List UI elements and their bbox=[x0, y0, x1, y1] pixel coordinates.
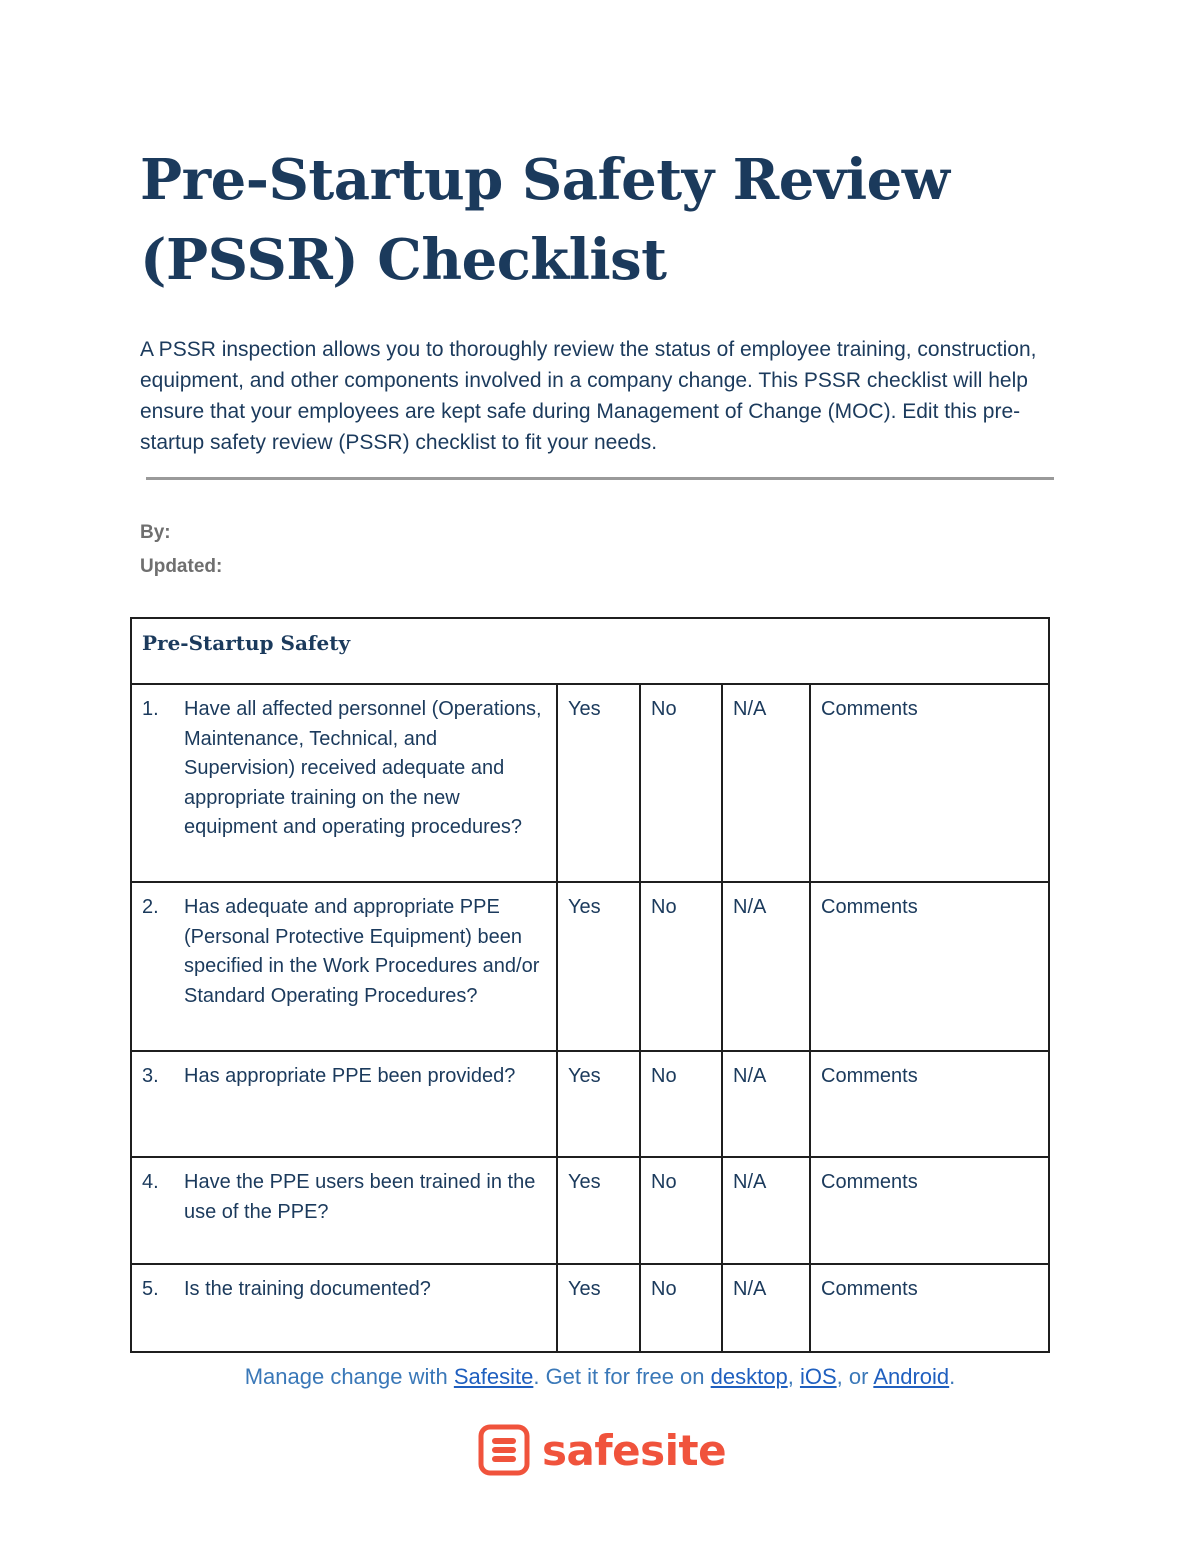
question-text: Have all affected personnel (Operations, Maintenance, Technical, and Supervision) received adequate and appropriate training on the new equipment and operating procedures? bbox=[184, 698, 542, 838]
intro-paragraph: A PSSR inspection allows you to thoroughly review the status of employee training, construction, equipment, and other components involved in a company change. This PSSR checklist will help ensure that your employees are kept safe during Management of Change (MOC). Edit this pre-startup safety review (PSSR) checklist to fit your needs. bbox=[140, 338, 1037, 454]
by-label: By: bbox=[140, 522, 171, 543]
question-text: Is the training documented? bbox=[184, 1278, 431, 1300]
section-header-row bbox=[131, 618, 1049, 684]
updated-label: Updated: bbox=[140, 556, 223, 577]
question-number: 4. bbox=[142, 1171, 159, 1193]
yes-cell[interactable]: Yes bbox=[557, 1051, 640, 1157]
safesite-logo bbox=[478, 1420, 726, 1480]
yes-cell[interactable]: Yes bbox=[557, 1264, 640, 1352]
question-text: Have the PPE users been trained in the use of the PPE? bbox=[184, 1171, 536, 1223]
question-cell bbox=[131, 882, 557, 1051]
comments-cell[interactable]: Comments bbox=[810, 1264, 1049, 1352]
na-cell[interactable]: N/A bbox=[722, 684, 810, 882]
safesite-logo-text: safesite bbox=[542, 1425, 727, 1475]
checklist-table bbox=[130, 617, 1050, 1353]
page-title-line-1: Pre-Startup Safety Review bbox=[140, 147, 950, 213]
question-number: 3. bbox=[142, 1065, 159, 1087]
na-cell[interactable]: N/A bbox=[722, 1264, 810, 1352]
question-cell bbox=[131, 684, 557, 882]
table-row bbox=[131, 1051, 1049, 1157]
no-cell[interactable]: No bbox=[640, 882, 722, 1051]
yes-cell[interactable]: Yes bbox=[557, 1157, 640, 1264]
na-cell[interactable]: N/A bbox=[722, 882, 810, 1051]
table-row bbox=[131, 882, 1049, 1051]
question-number: 2. bbox=[142, 896, 159, 918]
yes-cell[interactable]: Yes bbox=[557, 882, 640, 1051]
footer-text-end: . bbox=[949, 1364, 956, 1389]
no-cell[interactable]: No bbox=[640, 1051, 722, 1157]
question-cell bbox=[131, 1051, 557, 1157]
section-title: Pre-Startup Safety bbox=[131, 618, 1049, 684]
no-cell[interactable]: No bbox=[640, 1157, 722, 1264]
table-row bbox=[131, 1264, 1049, 1352]
question-cell bbox=[131, 1157, 557, 1264]
footer-text-before: Manage change with bbox=[244, 1364, 454, 1389]
ios-link[interactable]: iOS bbox=[799, 1364, 837, 1389]
yes-cell[interactable]: Yes bbox=[557, 684, 640, 882]
comments-cell[interactable]: Comments bbox=[810, 684, 1049, 882]
footer-separator: , bbox=[787, 1364, 800, 1389]
android-link[interactable]: Android bbox=[873, 1364, 950, 1389]
question-text: Has adequate and appropriate PPE (Personal Protective Equipment) been specified in the Work Procedures and/or Standard Operating Procedures? bbox=[184, 896, 540, 1007]
no-cell[interactable]: No bbox=[640, 684, 722, 882]
question-cell bbox=[131, 1264, 557, 1352]
question-number: 1. bbox=[142, 698, 159, 720]
comments-cell[interactable]: Comments bbox=[810, 882, 1049, 1051]
safesite-link[interactable]: Safesite bbox=[453, 1364, 534, 1389]
footer-promo bbox=[0, 1364, 1200, 1390]
desktop-link[interactable]: desktop bbox=[710, 1364, 788, 1389]
question-text: Has appropriate PPE been provided? bbox=[184, 1065, 516, 1087]
footer-text-middle: . Get it for free on bbox=[533, 1364, 711, 1389]
footer-separator: , or bbox=[836, 1364, 874, 1389]
comments-cell[interactable]: Comments bbox=[810, 1051, 1049, 1157]
page-title-line-2: (PSSR) Checklist bbox=[140, 227, 667, 293]
na-cell[interactable]: N/A bbox=[722, 1051, 810, 1157]
safesite-logo-icon bbox=[478, 1424, 530, 1476]
comments-cell[interactable]: Comments bbox=[810, 1157, 1049, 1264]
table-row bbox=[131, 1157, 1049, 1264]
table-row bbox=[131, 684, 1049, 882]
page-title bbox=[140, 140, 1100, 300]
question-number: 5. bbox=[142, 1278, 159, 1300]
divider bbox=[146, 477, 1054, 480]
no-cell[interactable]: No bbox=[640, 1264, 722, 1352]
na-cell[interactable]: N/A bbox=[722, 1157, 810, 1264]
